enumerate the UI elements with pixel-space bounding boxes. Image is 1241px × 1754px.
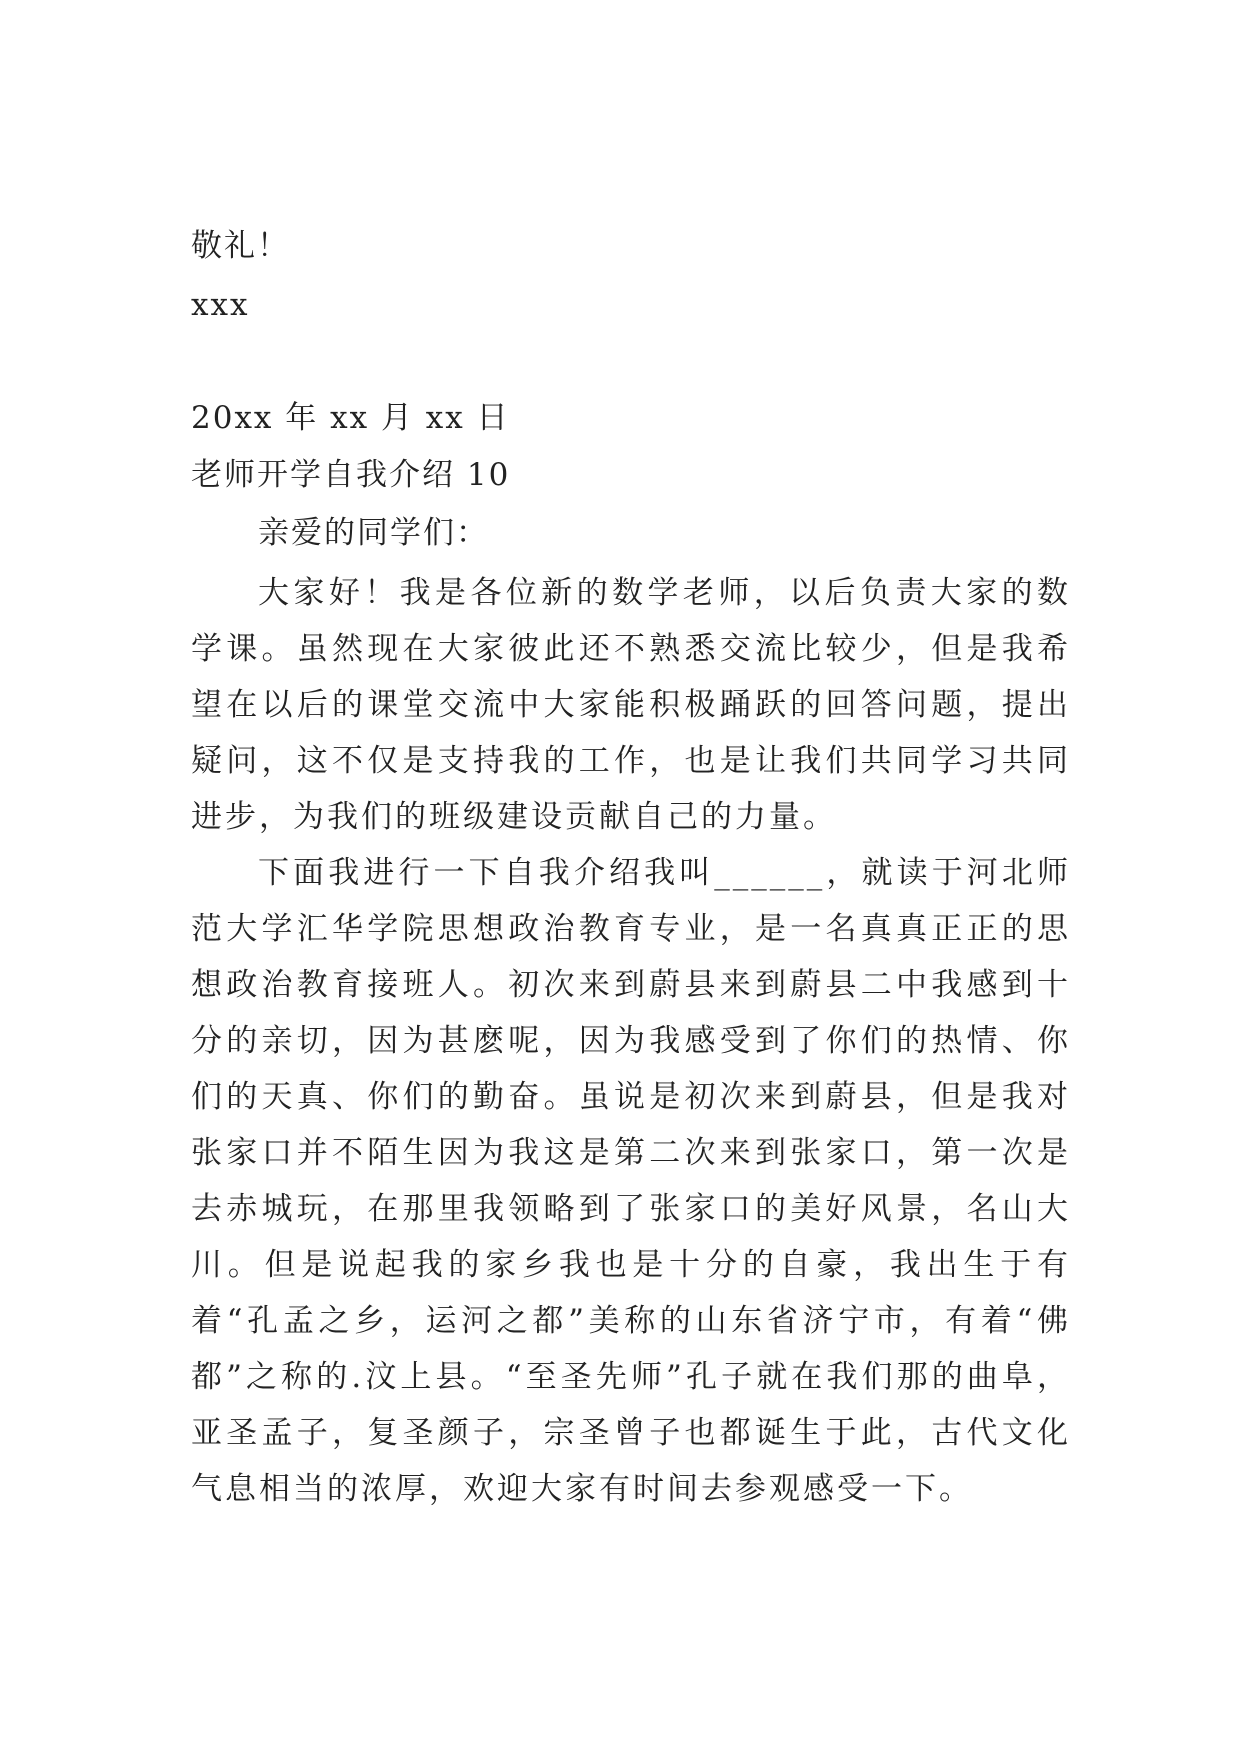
signature-text: xxx: [191, 287, 250, 323]
closing-text: 敬礼！: [191, 228, 290, 264]
date-text: 20xx 年 xx 月 xx 日: [191, 400, 510, 436]
section-heading: 老师开学自我介绍 10: [191, 457, 511, 493]
paragraph-1: 大家好！我是各位新的数学老师，以后负责大家的数学课。虽然现在大家彼此还不熟悉交流比较少，但是我希望在以后的课堂交流中大家能积极踊跃的回答问题，提出疑问，这不仅是支持我的工作，也是让我们共同学习共同进步，为我们的班级建设贡献自己的力量。: [191, 575, 1071, 835]
salutation-text: 亲爱的同学们：: [258, 515, 489, 551]
paragraph-2: 下面我进行一下自我介绍我叫______，就读于河北师范大学汇华学院思想政治教育专业，是一名真真正正的思想政治教育接班人。初次来到蔚县来到蔚县二中我感到十分的亲切，因为甚麽呢，因为我感受到了你们的热情、你们的天真、你们的勤奋。虽说是初次来到蔚县，但是我对张家口并不陌生因为我这是第二次来到张家口，第一次是去赤城玩，在那里我领略到了张家口的美好风景，名山大川。但是说起我的家乡我也是十分的自豪，我出生于有着“孔孟之乡，运河之都”美称的山东省济宁市，有着“佛都”之称的.汶上县。“至圣先师”孔子就在我们那的曲阜，亚圣孟子，复圣颜子，宗圣曾子也都诞生于此，古代文化气息相当的浓厚，欢迎大家有时间去参观感受一下。: [191, 855, 1071, 1507]
